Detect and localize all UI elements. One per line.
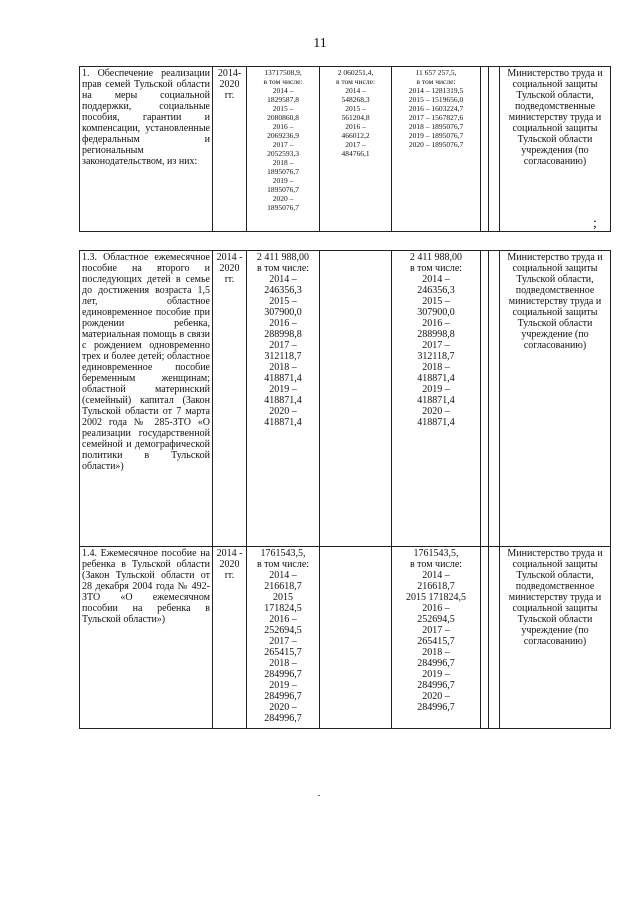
funding-line: 307900,0 bbox=[264, 307, 302, 318]
funding-line: 265415,7 bbox=[264, 647, 302, 658]
funding-line: 2017 – bbox=[269, 636, 297, 647]
funding-line: 2017 – bbox=[269, 340, 297, 351]
funding-line: 216618,7 bbox=[264, 581, 302, 592]
empty-cell bbox=[489, 547, 500, 729]
funding-source-b bbox=[320, 547, 392, 729]
scan-speck bbox=[318, 795, 320, 796]
funding-line: 418871,4 bbox=[417, 373, 455, 384]
funding-total bbox=[247, 547, 320, 729]
funding-line: 2019 – bbox=[422, 669, 450, 680]
measure-period: 2014 - 2020 гг. bbox=[213, 251, 247, 547]
funding-line: 2018 – 1895076,7 bbox=[408, 122, 464, 131]
semicolon-mark: ; bbox=[593, 216, 597, 231]
empty-cell bbox=[489, 67, 500, 232]
measure-description: 1.3. Областное ежемесячное пособие на второго и последующих детей в семье до достижения возраста 1,5 лет, областное единовременное пособие при рождении ребенка, материальная помощь в связи с рождением одновременно трех и более детей; областное единовременное пособие беременным женщинам; областной материнский (семейный) капитал (Закон Тульской области от 7 марта 2002 года № 285-ЗТО «О реализации государственной семейной и демографической политики в Тульской области») bbox=[80, 251, 213, 547]
funding-line: 1895076,7 bbox=[267, 203, 299, 212]
funding-line: 284996,7 bbox=[417, 680, 455, 691]
funding-line: 2014 – bbox=[269, 570, 297, 581]
funding-line: 548268,3 bbox=[341, 95, 370, 104]
funding-line: 2018 – bbox=[269, 658, 297, 669]
funding-source-c bbox=[392, 67, 481, 232]
funding-source-b bbox=[320, 251, 392, 547]
funding-line: 1761543,5, bbox=[260, 548, 306, 559]
funding-line: 2016 – bbox=[269, 614, 297, 625]
funding-line: 418871,4 bbox=[417, 417, 455, 428]
funding-line: 2015 – bbox=[272, 104, 294, 113]
funding-line: 2019 – bbox=[269, 680, 297, 691]
funding-line: 2020 – 1895076,7 bbox=[408, 140, 464, 149]
responsible-executor: Министерство труда и социальной защиты Тульской области, подведомственное министерству труда и социальной защиты Тульской области учреждение (по согласованию) bbox=[500, 251, 611, 547]
funding-total bbox=[247, 67, 320, 232]
funding-source-b bbox=[320, 67, 392, 232]
funding-line: 2018 – bbox=[422, 362, 450, 373]
funding-line: 2017 – bbox=[422, 625, 450, 636]
table-row bbox=[80, 547, 611, 729]
measure-description: 1. Обеспечение реализации прав семей Тульской области на меры социальной поддержки, социальные пособия, гарантии и компенсации, установленные федеральным и региональным законодательством, из них: bbox=[80, 67, 213, 232]
measure-description: 1.4. Ежемесячное пособие на ребенка в Тульской области (Закон Тульской области от 28 декабря 2004 года № 492-ЗТО «О ежемесячном пособии на ребенка в Тульской области») bbox=[80, 547, 213, 729]
empty-cell bbox=[481, 547, 489, 729]
funding-line: в том числе: bbox=[409, 559, 463, 570]
funding-line: 13717508,9, bbox=[264, 68, 302, 77]
funding-line: 2 411 988,00 bbox=[409, 252, 463, 263]
funding-line: 11 657 257,5, bbox=[415, 68, 457, 77]
funding-source-c bbox=[392, 251, 481, 547]
funding-line: 252694,5 bbox=[264, 625, 302, 636]
funding-line: в том числе: bbox=[256, 263, 310, 274]
funding-line: 418871,4 bbox=[417, 395, 455, 406]
funding-line: 2017 – bbox=[345, 140, 366, 149]
funding-line: 2016 – bbox=[269, 318, 297, 329]
empty-cell bbox=[489, 251, 500, 547]
funding-line: 418871,4 bbox=[264, 417, 302, 428]
funding-line: 284996,7 bbox=[264, 669, 302, 680]
funding-line: 2019 – bbox=[269, 384, 297, 395]
funding-total bbox=[247, 251, 320, 547]
funding-line: 2016 – bbox=[422, 603, 450, 614]
funding-line: 2020 – bbox=[422, 691, 450, 702]
funding-line: в том числе: bbox=[263, 77, 303, 86]
funding-line: 1895076,7 bbox=[267, 185, 299, 194]
funding-line: 2015 – bbox=[345, 104, 366, 113]
measure-period: 2014 - 2020 гг. bbox=[213, 547, 247, 729]
funding-line: 171824,5 bbox=[264, 603, 302, 614]
funding-line: 284996,7 bbox=[417, 658, 455, 669]
funding-line: 2 411 988,00 bbox=[256, 252, 310, 263]
funding-line: 2014 – bbox=[422, 274, 450, 285]
funding-line: 2016 – bbox=[272, 122, 294, 131]
funding-line: 2020 – bbox=[422, 406, 450, 417]
funding-line: 2020 – bbox=[269, 406, 297, 417]
funding-line: 2017 – bbox=[422, 340, 450, 351]
funding-line: 252694,5 bbox=[417, 614, 455, 625]
empty-cell bbox=[481, 251, 489, 547]
funding-line: 288998,8 bbox=[264, 329, 302, 340]
table-row bbox=[80, 251, 611, 547]
funding-line: 2020 – bbox=[269, 702, 297, 713]
funding-line: 307900,0 bbox=[417, 307, 455, 318]
funding-line: 288998,8 bbox=[417, 329, 455, 340]
page-number: 11 bbox=[313, 36, 327, 51]
funding-line: 2014 – bbox=[345, 86, 366, 95]
funding-line: в том числе: bbox=[416, 77, 456, 86]
funding-line: 2052593,3 bbox=[267, 149, 299, 158]
funding-line: 216618,7 bbox=[417, 581, 455, 592]
funding-line: 2016 – 1603224,7 bbox=[408, 104, 464, 113]
funding-line: 1761543,5, bbox=[413, 548, 459, 559]
funding-line: 2017 – 1567827,6 bbox=[408, 113, 464, 122]
funding-line: 2014 – 1281319,5 bbox=[408, 86, 464, 95]
funding-line: 2019 – bbox=[422, 384, 450, 395]
funding-line: 284996,7 bbox=[417, 702, 455, 713]
funding-line: 2015 171824,5 bbox=[406, 592, 466, 603]
funding-line: 418871,4 bbox=[264, 373, 302, 384]
funding-line: 2020 – bbox=[272, 194, 294, 203]
funding-line: 2018 – bbox=[422, 647, 450, 658]
funding-line: 418871,4 bbox=[264, 395, 302, 406]
funding-line: 2015 – bbox=[269, 296, 297, 307]
funding-line: 1829587,8 bbox=[267, 95, 299, 104]
funding-source-c bbox=[392, 547, 481, 729]
funding-line: 2019 – 1895076,7 bbox=[408, 131, 464, 140]
responsible-executor: Министерство труда и социальной защиты Тульской области, подведомственные министерству труда и социальной защиты Тульской области учреждения (по согласованию) bbox=[500, 67, 611, 232]
funding-line: 2014 – bbox=[272, 86, 294, 95]
funding-line: в том числе: bbox=[256, 559, 310, 570]
funding-line: 2018 – bbox=[269, 362, 297, 373]
funding-line: в том числе: bbox=[335, 77, 376, 86]
funding-line: 2015 – 1519656,0 bbox=[408, 95, 464, 104]
funding-line: 484766,1 bbox=[341, 149, 370, 158]
table-row bbox=[80, 67, 611, 232]
funding-line: 561204,8 bbox=[341, 113, 370, 122]
funding-line: 246356,3 bbox=[264, 285, 302, 296]
funding-line: 2 060251,4, bbox=[337, 68, 374, 77]
funding-line: 284996,7 bbox=[264, 691, 302, 702]
funding-line: 246356,3 bbox=[417, 285, 455, 296]
funding-line: 2016 – bbox=[422, 318, 450, 329]
funding-line: 312118,7 bbox=[264, 351, 302, 362]
funding-line: 2014 – bbox=[422, 570, 450, 581]
measures-table bbox=[79, 250, 611, 729]
responsible-executor: Министерство труда и социальной защиты Тульской области, подведомственное министерству труда и социальной защиты Тульской области учреждение (по согласованию) bbox=[500, 547, 611, 729]
funding-line: 2016 – bbox=[345, 122, 366, 131]
funding-line: 2069236,9 bbox=[267, 131, 299, 140]
funding-line: 2015 – bbox=[422, 296, 450, 307]
measure-period: 2014-2020 гг. bbox=[213, 67, 247, 232]
funding-line: в том числе: bbox=[409, 263, 463, 274]
funding-line: 466012,2 bbox=[341, 131, 370, 140]
funding-line: 312118,7 bbox=[417, 351, 455, 362]
funding-line: 2014 – bbox=[269, 274, 297, 285]
funding-line: 1895076,7 bbox=[267, 167, 299, 176]
funding-line: 2080860,8 bbox=[267, 113, 299, 122]
funding-line: 2015 bbox=[273, 592, 293, 603]
funding-line: 2017 – bbox=[272, 140, 294, 149]
measures-table-continued bbox=[79, 66, 611, 232]
funding-line: 2018 – bbox=[272, 158, 294, 167]
funding-line: 2019 – bbox=[272, 176, 294, 185]
empty-cell bbox=[481, 67, 489, 232]
funding-line: 265415,7 bbox=[417, 636, 455, 647]
funding-line: 284996,7 bbox=[264, 713, 302, 724]
